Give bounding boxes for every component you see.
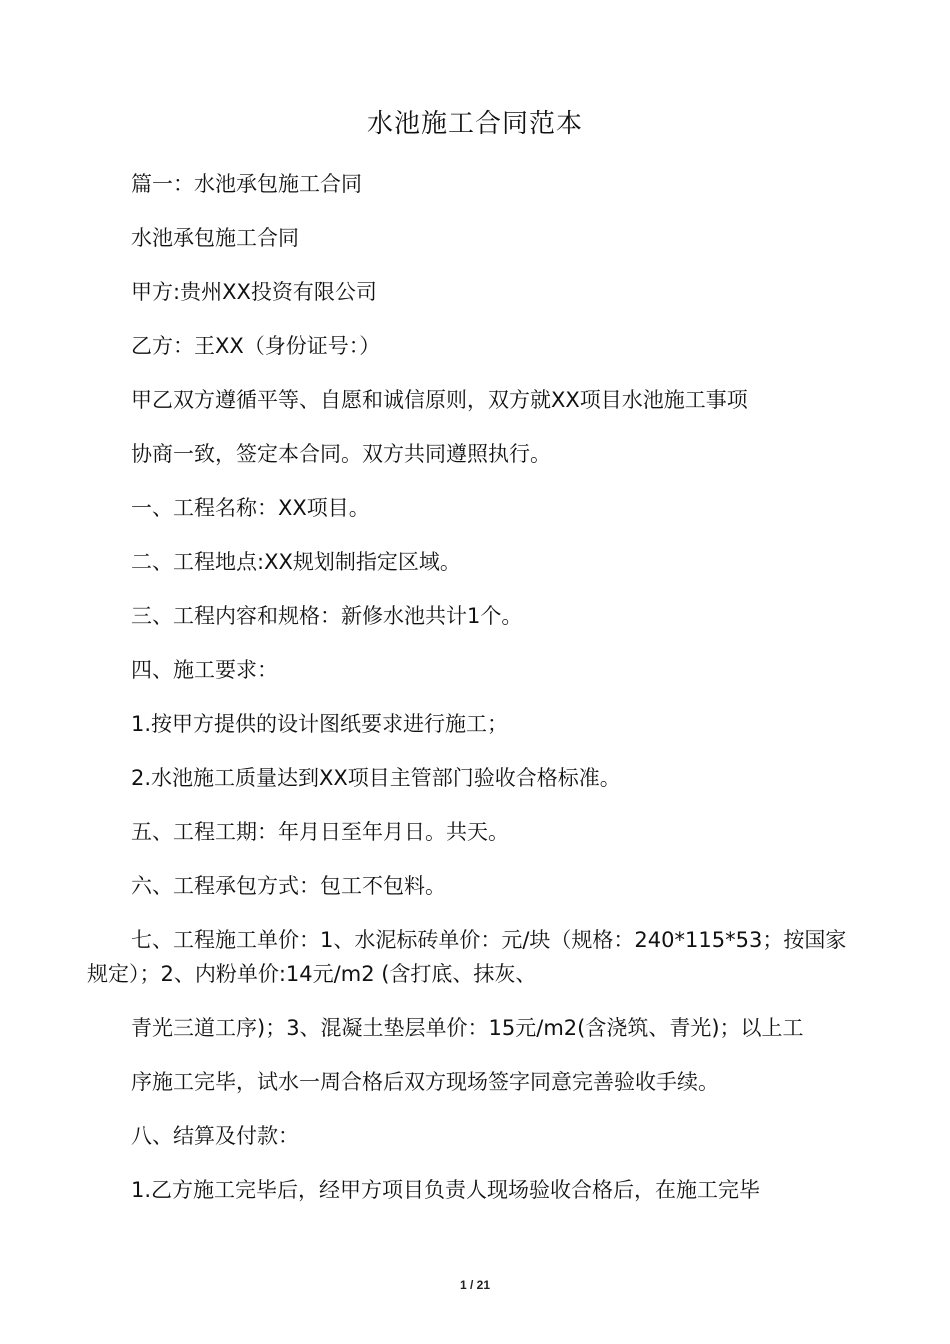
paragraph: 1.乙方施工完毕后，经甲方项目负责人现场验收合格后，在施工完毕	[131, 1178, 761, 1202]
paragraph: 2.水池施工质量达到XX项目主管部门验收合格标准。	[131, 766, 621, 790]
paragraph: 二、工程地点:XX规划制指定区域。	[131, 550, 461, 574]
paragraph: 四、施工要求：	[131, 658, 278, 682]
paragraph: 篇一：水池承包施工合同	[131, 172, 362, 196]
paragraph: 乙方：王XX（身份证号：）	[131, 334, 381, 358]
paragraph: 三、工程内容和规格：新修水池共计1个。	[131, 604, 523, 628]
document-title: 水池施工合同范本	[366, 109, 583, 139]
paragraph: 水池承包施工合同	[131, 226, 299, 250]
paragraph: 1.按甲方提供的设计图纸要求进行施工；	[131, 712, 509, 736]
paragraph: 青光三道工序)；3、混凝土垫层单价：15元/m2(含浇筑、青光)；以上工	[131, 1016, 804, 1040]
page-indicator: 1 / 21	[459, 1278, 491, 1292]
paragraph: 八、结算及付款：	[131, 1124, 299, 1148]
paragraph: 一、工程名称：XX项目。	[131, 496, 370, 520]
paragraph: 协商一致，签定本合同。双方共同遵照执行。	[131, 442, 551, 466]
paragraph: 五、工程工期：年月日至年月日。共天。	[131, 820, 509, 844]
paragraph: 七、工程施工单价：1、水泥标砖单价：元/块（规格：240*115*53；按国家规定）；2、内粉单价:14元/m2 (含打底、抹灰、	[87, 928, 847, 986]
paragraph: 甲乙双方遵循平等、自愿和诚信原则，双方就XX项目水池施工事项	[131, 388, 748, 412]
paragraph: 六、工程承包方式：包工不包料。	[131, 874, 446, 898]
document-body	[87, 157, 857, 1217]
paragraph: 甲方:贵州XX投资有限公司	[131, 280, 377, 304]
paragraph: 序施工完毕，试水一周合格后双方现场签字同意完善验收手续。	[131, 1070, 719, 1094]
